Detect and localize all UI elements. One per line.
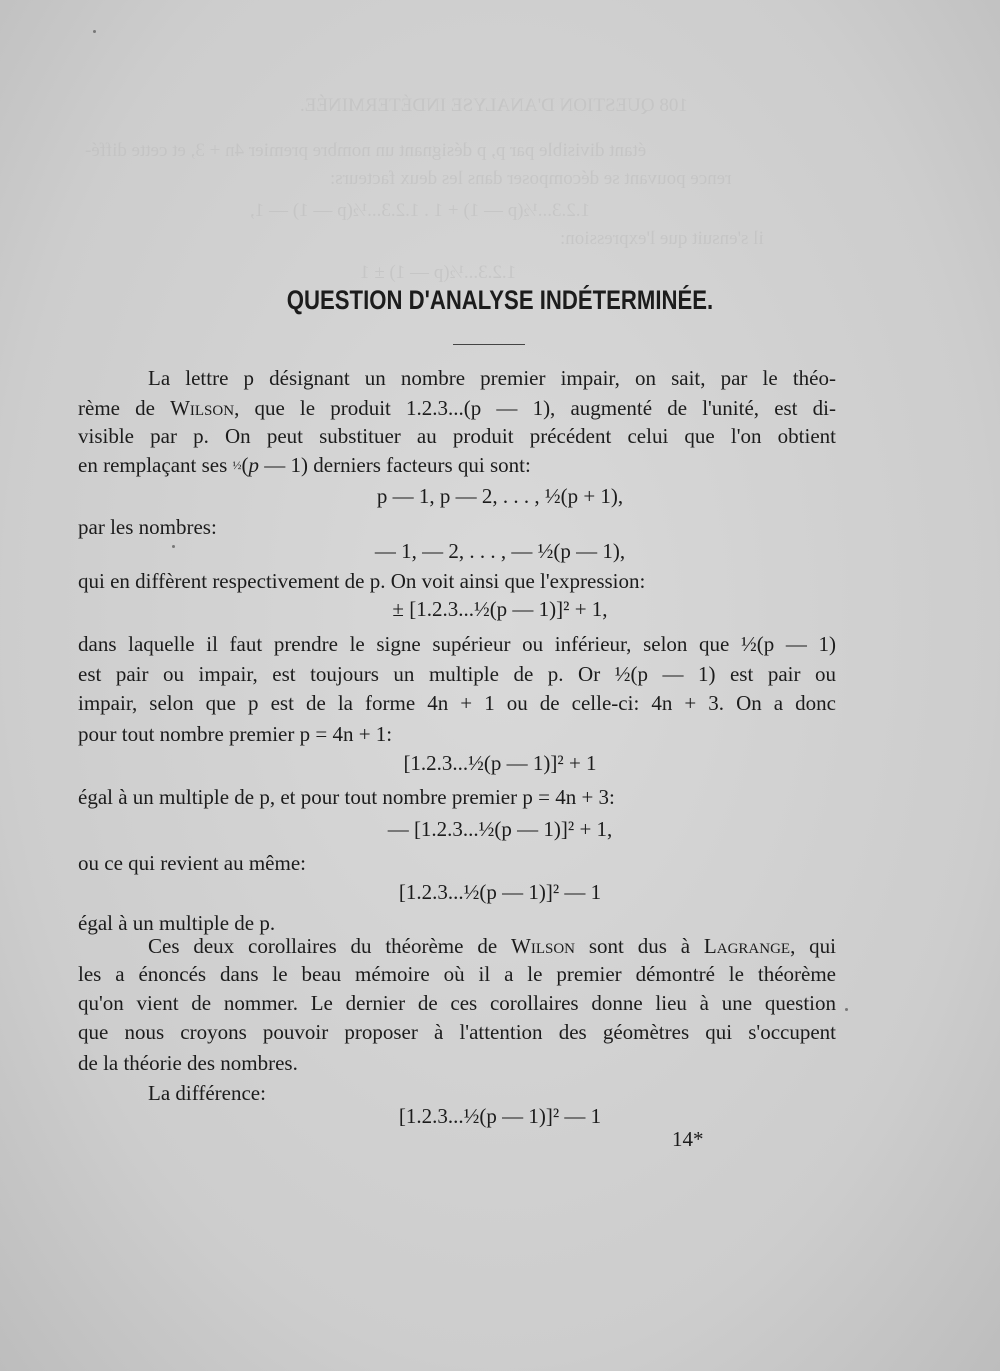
text-line: par les nombres: — [78, 515, 217, 539]
show-through-line: 1.2.3...½(p — 1) + 1 . 1.2.3...½(p — 1) — 1, — [250, 200, 591, 221]
text-line: La différence: — [148, 1081, 266, 1105]
title-rule — [453, 344, 525, 345]
text-line: en remplaçant ses ½(p — 1) derniers facteurs qui sont: — [78, 453, 531, 477]
show-through-line: il s'ensuit que l'expression: — [560, 228, 764, 249]
equation: [1.2.3...½(p — 1)]² — 1 — [398, 1104, 602, 1128]
author-name: Wilson — [170, 396, 235, 420]
text-line: ou ce qui revient au même: — [78, 851, 306, 875]
text-line: Ces deux corollaires du théorème de Wilson sont dus à Lagrange, qui — [148, 934, 837, 958]
show-through-line: étant divisible par p, p désignant un nombre premier 4n + 3, et cette diffé- — [85, 140, 647, 161]
text-line: qu'on vient de nommer. Le dernier de ces corollaires donne lieu à une question — [78, 991, 836, 1015]
equation: ± [1.2.3...½(p — 1)]² + 1, — [392, 597, 608, 621]
text-line: qui en diffèrent respectivement de p. On voit ainsi que l'expression: — [78, 569, 646, 593]
text-line: égal à un multiple de p. — [78, 911, 276, 935]
author-name: Lagrange — [703, 934, 791, 958]
equation: — 1, — 2, . . . , — ½(p — 1), — [374, 539, 626, 563]
text-line: de la théorie des nombres. — [78, 1051, 298, 1075]
text-line: impair, selon que p est de la forme 4n + 1 ou de celle-ci: 4n + 3. On a donc — [78, 691, 836, 715]
text-line: égal à un multiple de p, et pour tout nombre premier p = 4n + 3: — [78, 785, 615, 809]
text-line: visible par p. On peut substituer au produit précédent celui que l'on obtient — [78, 424, 836, 448]
text-line: pour tout nombre premier p = 4n + 1: — [78, 722, 393, 746]
show-through-line: rence pouvant se décomposer dans les deux facteurs: — [330, 168, 732, 189]
page-title: QUESTION D'ANALYSE INDÉTERMINÉE. — [286, 285, 714, 315]
text-line: dans laquelle il faut prendre le signe supérieur ou inférieur, selon que ½(p — 1) — [78, 632, 836, 656]
show-through-line: 1.2.3...½(p — 1) ± 1 — [360, 262, 517, 283]
equation: [1.2.3...½(p — 1)]² — 1 — [398, 880, 602, 904]
paper-speck — [845, 1008, 848, 1011]
equation: p — 1, p — 2, . . . , ½(p + 1), — [376, 484, 624, 508]
author-name: Wilson — [511, 934, 575, 958]
show-through-line: 108 QUESTION D'ANALYSE INDÉTERMINÉE. — [300, 95, 688, 116]
text-line: rème de Wilson, que le produit 1.2.3...(p — 1), augmenté de l'unité, est di- — [78, 396, 836, 420]
paper-speck — [172, 545, 175, 548]
equation: [1.2.3...½(p — 1)]² + 1 — [403, 751, 597, 775]
paper-speck — [93, 30, 96, 33]
text-line: que nous croyons pouvoir proposer à l'attention des géomètres qui s'occupent — [78, 1020, 836, 1044]
text-line: La lettre p désignant un nombre premier impair, on sait, par le théo- — [148, 366, 836, 390]
text-line: les a énoncés dans le beau mémoire où il a le premier démontré le théorème — [78, 962, 836, 986]
page-number: 14* — [672, 1127, 704, 1151]
equation: — [1.2.3...½(p — 1)]² + 1, — [387, 817, 613, 841]
text-line: est pair ou impair, est toujours un multiple de p. Or ½(p — 1) est pair ou — [78, 662, 836, 686]
